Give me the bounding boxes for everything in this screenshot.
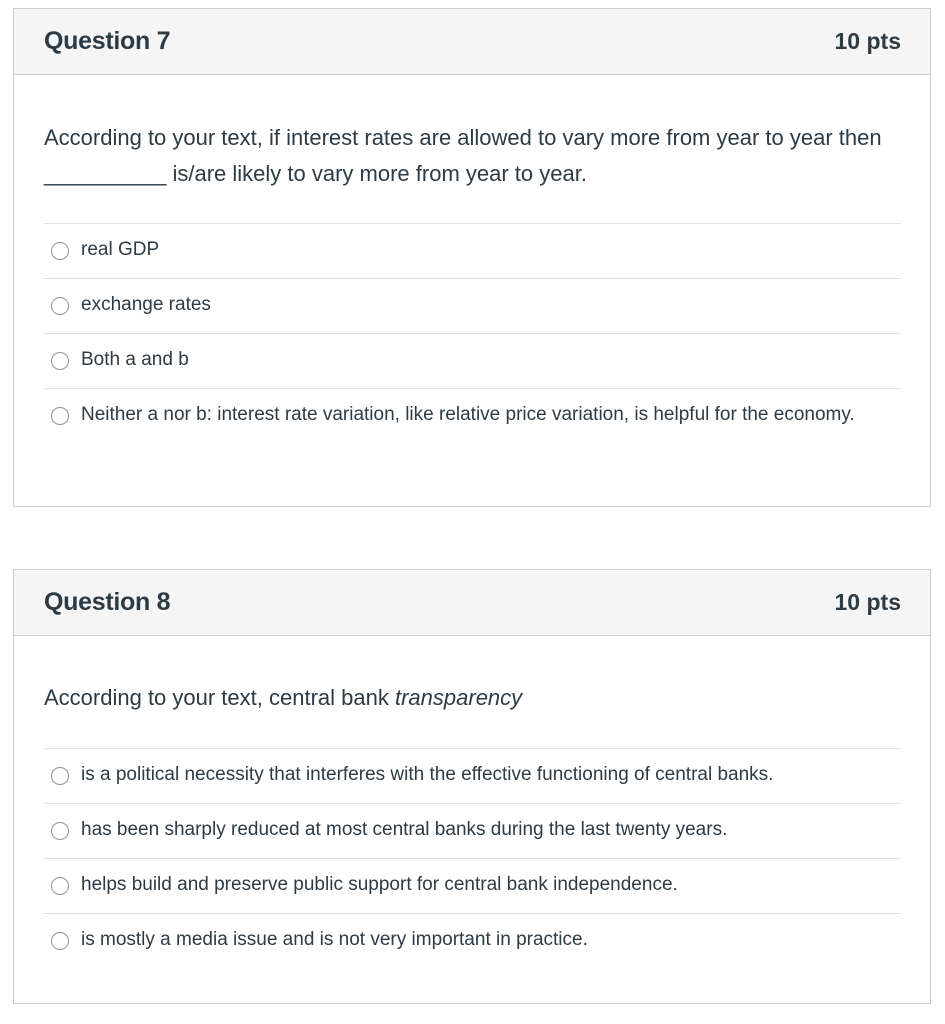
question-8-answer-d[interactable]	[44, 914, 901, 969]
answer-label[interactable]: exchange rates	[81, 294, 211, 315]
question-7-text-after: is/are likely to vary more from year to year.	[172, 161, 587, 186]
question-8-answers	[44, 748, 901, 969]
question-8-answer-c[interactable]	[44, 859, 901, 914]
answer-radio[interactable]	[51, 932, 69, 950]
answer-label[interactable]: has been sharply reduced at most central banks during the last twenty years.	[81, 819, 728, 840]
question-7-text-before: According to your text, if interest rates are allowed to vary more from year to year then	[44, 125, 882, 150]
question-7-answer-c[interactable]	[44, 334, 901, 389]
answer-radio[interactable]	[51, 242, 69, 260]
question-7-answer-d[interactable]	[44, 389, 901, 475]
question-8-text-before: According to your text, central bank	[44, 685, 389, 710]
question-8-answer-b[interactable]	[44, 804, 901, 859]
question-8-header	[14, 570, 930, 636]
question-8-card	[13, 569, 931, 1004]
answer-label[interactable]: is a political necessity that interferes with the effective functioning of central banks.	[81, 764, 774, 785]
question-8-body	[14, 636, 930, 969]
question-8-text-emphasis: transparency	[394, 685, 523, 710]
answer-label[interactable]: is mostly a media issue and is not very important in practice.	[81, 929, 588, 950]
answer-radio[interactable]	[51, 877, 69, 895]
question-7-answers	[44, 223, 901, 475]
answer-radio[interactable]	[51, 352, 69, 370]
answer-label[interactable]: real GDP	[81, 239, 160, 260]
question-7-blank: __________	[44, 161, 167, 186]
answer-radio[interactable]	[51, 407, 69, 425]
question-7-card	[13, 8, 931, 507]
question-7-answer-a[interactable]	[44, 224, 901, 279]
answer-label[interactable]: Both a and b	[81, 349, 189, 370]
question-7-body	[14, 75, 930, 475]
question-7-title: Question 7	[44, 27, 171, 55]
question-7-points: 10 pts	[834, 28, 901, 54]
answer-label[interactable]: Neither a nor b: interest rate variation, like relative price variation, is helpful for the economy.	[81, 404, 855, 425]
question-7-answer-b[interactable]	[44, 279, 901, 334]
question-7-header	[14, 9, 930, 75]
question-8-points: 10 pts	[834, 589, 901, 615]
question-8-title: Question 8	[44, 588, 171, 616]
question-7-text	[44, 75, 901, 223]
question-8-answer-a[interactable]	[44, 749, 901, 804]
question-8-text	[44, 636, 901, 748]
answer-radio[interactable]	[51, 297, 69, 315]
answer-radio[interactable]	[51, 822, 69, 840]
answer-label[interactable]: helps build and preserve public support for central bank independence.	[81, 874, 678, 895]
answer-radio[interactable]	[51, 767, 69, 785]
